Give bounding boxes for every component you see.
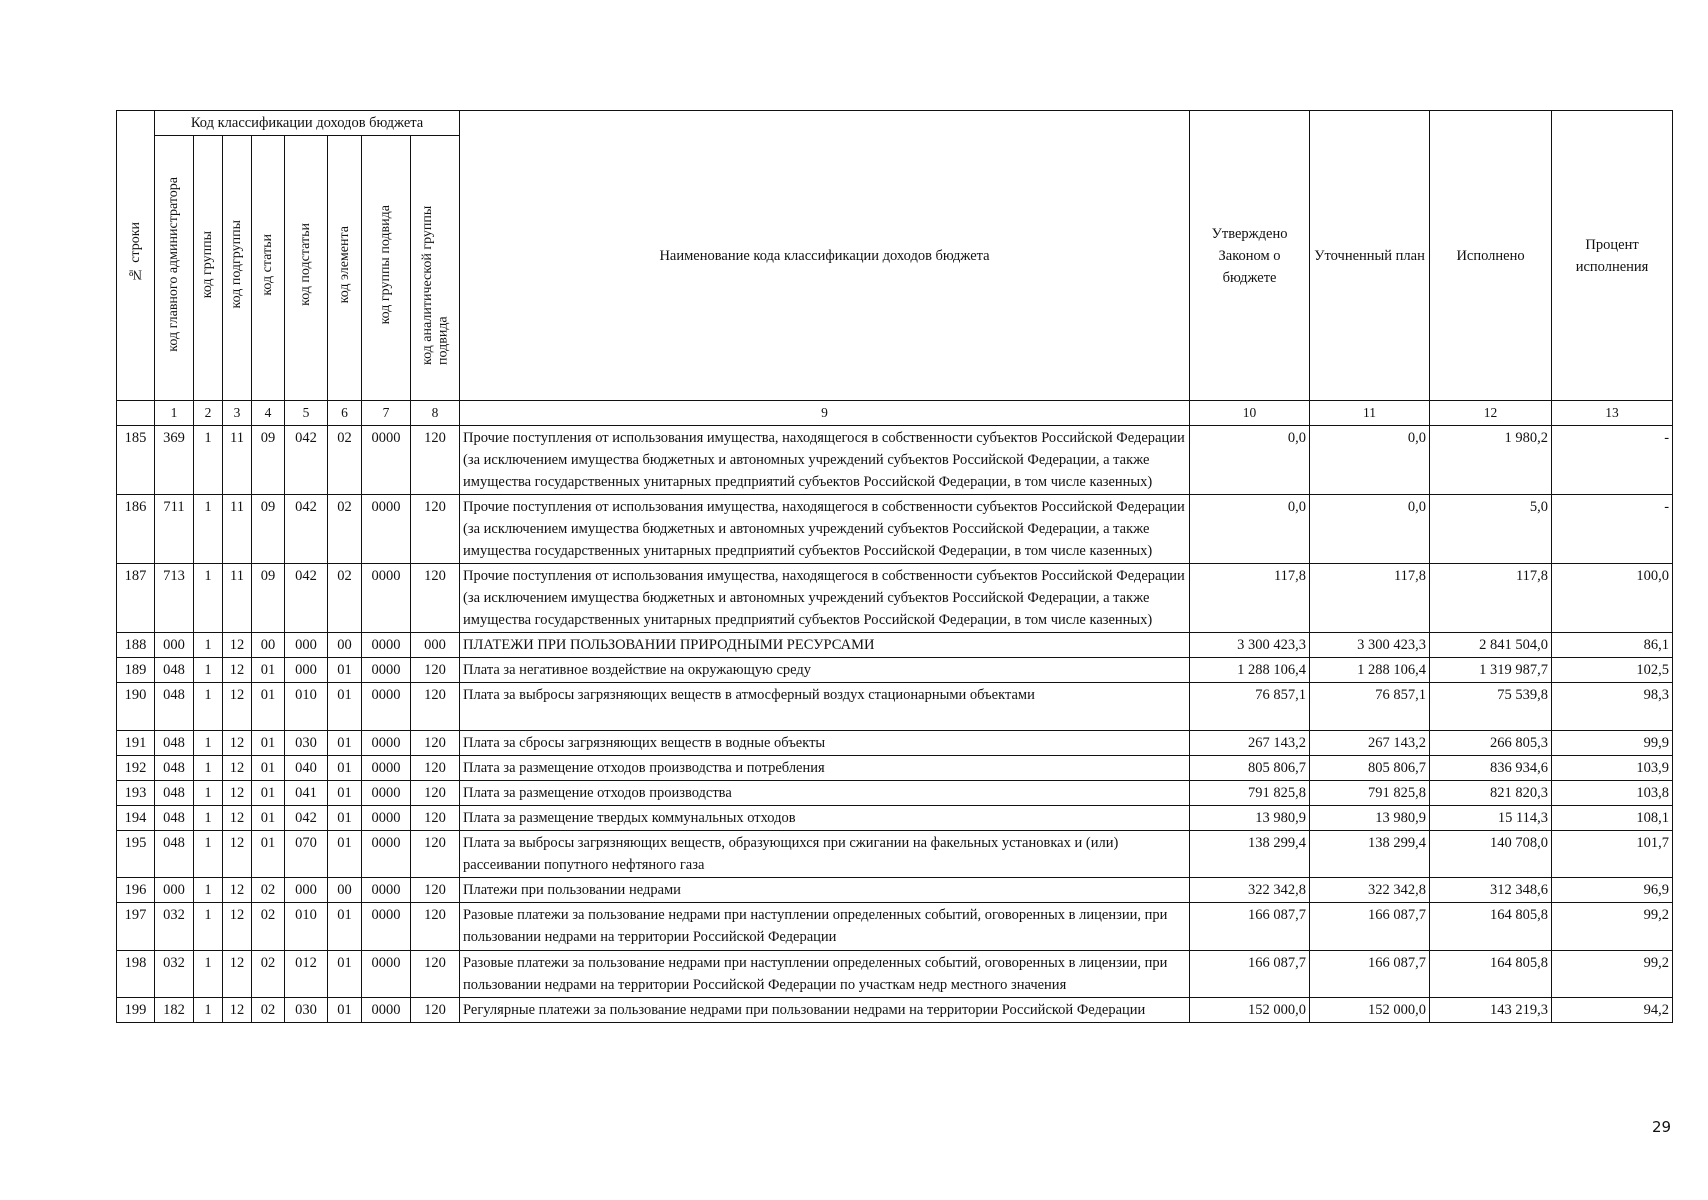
column-number: 4 — [252, 401, 285, 426]
row-number: 193 — [117, 781, 155, 806]
percent-header: Процент исполнения — [1552, 111, 1673, 401]
column-number: 1 — [155, 401, 194, 426]
element-code: 00 — [328, 633, 362, 658]
admin-code-header: код главного администратора — [155, 136, 194, 401]
element-code: 01 — [328, 756, 362, 781]
column-number — [117, 401, 155, 426]
element-code: 01 — [328, 731, 362, 756]
subtype-group-code: 0000 — [362, 903, 411, 951]
execution-percent: 98,3 — [1552, 683, 1673, 731]
subarticle-code: 040 — [285, 756, 328, 781]
subgroup-code: 12 — [223, 806, 252, 831]
refined-amount: 805 806,7 — [1310, 756, 1430, 781]
table-row — [117, 756, 1673, 781]
admin-code: 048 — [155, 683, 194, 731]
analytic-group-code: 120 — [411, 756, 460, 781]
subarticle-code: 070 — [285, 831, 328, 878]
article-code: 00 — [252, 633, 285, 658]
execution-percent: - — [1552, 495, 1673, 564]
analytic-group-code: 120 — [411, 951, 460, 998]
column-number: 13 — [1552, 401, 1673, 426]
article-code: 02 — [252, 951, 285, 998]
group-code: 1 — [194, 831, 223, 878]
article-code: 02 — [252, 878, 285, 903]
column-number: 11 — [1310, 401, 1430, 426]
column-number: 10 — [1190, 401, 1310, 426]
revenue-name: Прочие поступления от использования имущества, находящегося в собственности субъектов Российской Федерации (за исключением имущества бюджетных и автономных учреждений субъектов Российской Федерации, а также имущества государственных унитарных предприятий субъектов Российской Федерации, в том числе казенных) — [460, 426, 1190, 495]
column-number: 6 — [328, 401, 362, 426]
subtype-group-code: 0000 — [362, 878, 411, 903]
element-code: 01 — [328, 951, 362, 998]
revenue-name: Прочие поступления от использования имущества, находящегося в собственности субъектов Российской Федерации (за исключением имущества бюджетных и автономных учреждений субъектов Российской Федерации, а также имущества государственных унитарных предприятий субъектов Российской Федерации, в том числе казенных) — [460, 495, 1190, 564]
element-code: 02 — [328, 495, 362, 564]
subgroup-code: 11 — [223, 426, 252, 495]
article-code: 01 — [252, 781, 285, 806]
column-number: 5 — [285, 401, 328, 426]
execution-percent: 103,9 — [1552, 756, 1673, 781]
group-code: 1 — [194, 806, 223, 831]
analytic-group-code: 120 — [411, 658, 460, 683]
subarticle-code: 030 — [285, 998, 328, 1023]
executed-amount: 15 114,3 — [1430, 806, 1552, 831]
analytic-group-code: 120 — [411, 731, 460, 756]
table-row — [117, 781, 1673, 806]
approved-amount: 1 288 106,4 — [1190, 658, 1310, 683]
article-code: 01 — [252, 658, 285, 683]
subgroup-code: 12 — [223, 756, 252, 781]
subgroup-code: 12 — [223, 781, 252, 806]
article-code-header: код статьи — [252, 136, 285, 401]
row-number: 196 — [117, 878, 155, 903]
subarticle-code: 042 — [285, 806, 328, 831]
approved-amount: 76 857,1 — [1190, 683, 1310, 731]
subarticle-code: 030 — [285, 731, 328, 756]
admin-code: 000 — [155, 633, 194, 658]
execution-percent: 96,9 — [1552, 878, 1673, 903]
execution-percent: 101,7 — [1552, 831, 1673, 878]
admin-code: 182 — [155, 998, 194, 1023]
admin-code: 711 — [155, 495, 194, 564]
subtype-group-code: 0000 — [362, 683, 411, 731]
column-number: 8 — [411, 401, 460, 426]
row-number: 190 — [117, 683, 155, 731]
group-code: 1 — [194, 683, 223, 731]
subgroup-code: 12 — [223, 903, 252, 951]
execution-percent: 94,2 — [1552, 998, 1673, 1023]
subtype-group-code: 0000 — [362, 731, 411, 756]
admin-code: 369 — [155, 426, 194, 495]
subarticle-code: 042 — [285, 426, 328, 495]
executed-header: Исполнено — [1430, 111, 1552, 401]
approved-amount: 805 806,7 — [1190, 756, 1310, 781]
refined-amount: 166 087,7 — [1310, 903, 1430, 951]
revenue-name: Плата за выбросы загрязняющих веществ в атмосферный воздух стационарными объектами — [460, 683, 1190, 731]
refined-amount: 152 000,0 — [1310, 998, 1430, 1023]
revenue-name: Платежи при пользовании недрами — [460, 878, 1190, 903]
analytic-group-code: 120 — [411, 998, 460, 1023]
element-code: 01 — [328, 998, 362, 1023]
group-code-header: код группы — [194, 136, 223, 401]
page-number: 29 — [1652, 1118, 1672, 1136]
article-code: 09 — [252, 564, 285, 633]
group-code: 1 — [194, 998, 223, 1023]
article-code: 01 — [252, 756, 285, 781]
subarticle-code: 000 — [285, 633, 328, 658]
approved-amount: 0,0 — [1190, 495, 1310, 564]
executed-amount: 117,8 — [1430, 564, 1552, 633]
table-row — [117, 998, 1673, 1023]
subtype-group-code: 0000 — [362, 831, 411, 878]
row-number: 188 — [117, 633, 155, 658]
table-row — [117, 426, 1673, 495]
group-code: 1 — [194, 756, 223, 781]
subarticle-code: 010 — [285, 683, 328, 731]
subarticle-code: 010 — [285, 903, 328, 951]
executed-amount: 266 805,3 — [1430, 731, 1552, 756]
table-row — [117, 564, 1673, 633]
element-code: 01 — [328, 658, 362, 683]
group-code: 1 — [194, 658, 223, 683]
admin-code: 048 — [155, 831, 194, 878]
approved-amount: 0,0 — [1190, 426, 1310, 495]
refined-amount: 791 825,8 — [1310, 781, 1430, 806]
revenue-name: Регулярные платежи за пользование недрами при пользовании недрами на территории Российской Федерации — [460, 998, 1190, 1023]
analytic-group-code: 120 — [411, 564, 460, 633]
row-number: 189 — [117, 658, 155, 683]
element-code-header: код элемента — [328, 136, 362, 401]
subtype-group-code: 0000 — [362, 756, 411, 781]
table-row — [117, 658, 1673, 683]
subarticle-code: 042 — [285, 564, 328, 633]
refined-amount: 117,8 — [1310, 564, 1430, 633]
refined-amount: 1 288 106,4 — [1310, 658, 1430, 683]
execution-percent: - — [1552, 426, 1673, 495]
article-code: 01 — [252, 731, 285, 756]
group-code: 1 — [194, 903, 223, 951]
subarticle-code: 041 — [285, 781, 328, 806]
revenue-name: Плата за размещение твердых коммунальных отходов — [460, 806, 1190, 831]
subgroup-code: 12 — [223, 951, 252, 998]
subarticle-code: 000 — [285, 658, 328, 683]
element-code: 00 — [328, 878, 362, 903]
approved-header: Утверждено Законом о бюджете — [1190, 111, 1310, 401]
refined-amount: 76 857,1 — [1310, 683, 1430, 731]
subtype-group-code: 0000 — [362, 806, 411, 831]
article-code: 02 — [252, 998, 285, 1023]
revenue-name: Плата за размещение отходов производства — [460, 781, 1190, 806]
approved-amount: 322 342,8 — [1190, 878, 1310, 903]
executed-amount: 1 319 987,7 — [1430, 658, 1552, 683]
refined-amount: 0,0 — [1310, 495, 1430, 564]
admin-code: 032 — [155, 951, 194, 998]
refined-amount: 322 342,8 — [1310, 878, 1430, 903]
admin-code: 713 — [155, 564, 194, 633]
analytic-group-code: 120 — [411, 683, 460, 731]
group-code: 1 — [194, 731, 223, 756]
admin-code: 000 — [155, 878, 194, 903]
article-code: 01 — [252, 806, 285, 831]
table-row — [117, 951, 1673, 998]
analytic-group-code: 120 — [411, 426, 460, 495]
analytic-group-code-header: код аналитической группы подвида — [411, 136, 460, 401]
executed-amount: 164 805,8 — [1430, 903, 1552, 951]
row-number: 186 — [117, 495, 155, 564]
analytic-group-code: 120 — [411, 878, 460, 903]
column-number: 12 — [1430, 401, 1552, 426]
column-number: 3 — [223, 401, 252, 426]
table-row — [117, 806, 1673, 831]
revenue-name: Плата за выбросы загрязняющих веществ, образующихся при сжигании на факельных установках и (или) рассеивании попутного нефтяного газа — [460, 831, 1190, 878]
subtype-group-code: 0000 — [362, 658, 411, 683]
revenue-name: Прочие поступления от использования имущества, находящегося в собственности субъектов Российской Федерации (за исключением имущества бюджетных и автономных учреждений субъектов Российской Федерации, а также имущества государственных унитарных предприятий субъектов Российской Федерации, в том числе казенных) — [460, 564, 1190, 633]
analytic-group-code: 120 — [411, 781, 460, 806]
column-number-row — [117, 401, 1673, 426]
subarticle-code: 000 — [285, 878, 328, 903]
revenue-name: Плата за сбросы загрязняющих веществ в водные объекты — [460, 731, 1190, 756]
executed-amount: 5,0 — [1430, 495, 1552, 564]
article-code: 01 — [252, 831, 285, 878]
execution-percent: 99,2 — [1552, 951, 1673, 998]
admin-code: 048 — [155, 756, 194, 781]
revenue-name: Разовые платежи за пользование недрами при наступлении определенных событий, оговоренных в лицензии, при пользовании недрами на территории Российской Федерации — [460, 903, 1190, 951]
row-number: 191 — [117, 731, 155, 756]
execution-percent: 86,1 — [1552, 633, 1673, 658]
group-code: 1 — [194, 781, 223, 806]
analytic-group-code: 120 — [411, 903, 460, 951]
admin-code: 048 — [155, 781, 194, 806]
article-code: 02 — [252, 903, 285, 951]
executed-amount: 143 219,3 — [1430, 998, 1552, 1023]
subgroup-code: 12 — [223, 731, 252, 756]
execution-percent: 99,2 — [1552, 903, 1673, 951]
execution-percent: 99,9 — [1552, 731, 1673, 756]
group-code: 1 — [194, 564, 223, 633]
element-code: 01 — [328, 781, 362, 806]
table-row — [117, 633, 1673, 658]
refined-header: Уточненный план — [1310, 111, 1430, 401]
subgroup-code-header: код подгруппы — [223, 136, 252, 401]
subgroup-code: 11 — [223, 564, 252, 633]
approved-amount: 117,8 — [1190, 564, 1310, 633]
revenue-name: Плата за размещение отходов производства и потребления — [460, 756, 1190, 781]
execution-percent: 100,0 — [1552, 564, 1673, 633]
subtype-group-code-header: код группы подвида — [362, 136, 411, 401]
row-number: 199 — [117, 998, 155, 1023]
approved-amount: 791 825,8 — [1190, 781, 1310, 806]
executed-amount: 75 539,8 — [1430, 683, 1552, 731]
row-number-header: № строки — [117, 111, 155, 401]
approved-amount: 166 087,7 — [1190, 903, 1310, 951]
revenue-name: Разовые платежи за пользование недрами при наступлении определенных событий, оговоренных в лицензии, при пользовании недрами на территории Российской Федерации по участкам недр местного значения — [460, 951, 1190, 998]
approved-amount: 267 143,2 — [1190, 731, 1310, 756]
name-header: Наименование кода классификации доходов бюджета — [460, 111, 1190, 401]
table-row — [117, 683, 1673, 731]
refined-amount: 138 299,4 — [1310, 831, 1430, 878]
approved-amount: 13 980,9 — [1190, 806, 1310, 831]
row-number: 192 — [117, 756, 155, 781]
revenue-name: Плата за негативное воздействие на окружающую среду — [460, 658, 1190, 683]
execution-percent: 102,5 — [1552, 658, 1673, 683]
subgroup-code: 12 — [223, 878, 252, 903]
revenue-name: ПЛАТЕЖИ ПРИ ПОЛЬЗОВАНИИ ПРИРОДНЫМИ РЕСУРСАМИ — [460, 633, 1190, 658]
approved-amount: 166 087,7 — [1190, 951, 1310, 998]
analytic-group-code: 120 — [411, 806, 460, 831]
admin-code: 048 — [155, 806, 194, 831]
analytic-group-code: 000 — [411, 633, 460, 658]
analytic-group-code: 120 — [411, 495, 460, 564]
refined-amount: 13 980,9 — [1310, 806, 1430, 831]
approved-amount: 152 000,0 — [1190, 998, 1310, 1023]
column-number: 2 — [194, 401, 223, 426]
row-number: 195 — [117, 831, 155, 878]
subtype-group-code: 0000 — [362, 998, 411, 1023]
table-row — [117, 831, 1673, 878]
table-body — [117, 426, 1673, 1023]
element-code: 02 — [328, 426, 362, 495]
admin-code: 048 — [155, 658, 194, 683]
subtype-group-code: 0000 — [362, 564, 411, 633]
table-row — [117, 495, 1673, 564]
refined-amount: 3 300 423,3 — [1310, 633, 1430, 658]
execution-percent: 103,8 — [1552, 781, 1673, 806]
subarticle-code: 042 — [285, 495, 328, 564]
column-number: 9 — [460, 401, 1190, 426]
column-number: 7 — [362, 401, 411, 426]
subtype-group-code: 0000 — [362, 426, 411, 495]
group-code: 1 — [194, 426, 223, 495]
admin-code: 048 — [155, 731, 194, 756]
group-code: 1 — [194, 878, 223, 903]
table-row — [117, 731, 1673, 756]
row-number: 197 — [117, 903, 155, 951]
subarticle-code-header: код подстатьи — [285, 136, 328, 401]
executed-amount: 312 348,6 — [1430, 878, 1552, 903]
subgroup-code: 12 — [223, 998, 252, 1023]
group-code: 1 — [194, 951, 223, 998]
admin-code: 032 — [155, 903, 194, 951]
group-code: 1 — [194, 495, 223, 564]
refined-amount: 267 143,2 — [1310, 731, 1430, 756]
element-code: 02 — [328, 564, 362, 633]
row-number: 187 — [117, 564, 155, 633]
subgroup-code: 12 — [223, 683, 252, 731]
subtype-group-code: 0000 — [362, 781, 411, 806]
classification-code-header: Код классификации доходов бюджета — [155, 111, 460, 136]
executed-amount: 821 820,3 — [1430, 781, 1552, 806]
subarticle-code: 012 — [285, 951, 328, 998]
executed-amount: 836 934,6 — [1430, 756, 1552, 781]
article-code: 09 — [252, 426, 285, 495]
element-code: 01 — [328, 683, 362, 731]
analytic-group-code: 120 — [411, 831, 460, 878]
executed-amount: 2 841 504,0 — [1430, 633, 1552, 658]
group-code: 1 — [194, 633, 223, 658]
subtype-group-code: 0000 — [362, 495, 411, 564]
refined-amount: 0,0 — [1310, 426, 1430, 495]
row-number: 185 — [117, 426, 155, 495]
article-code: 09 — [252, 495, 285, 564]
subtype-group-code: 0000 — [362, 951, 411, 998]
subgroup-code: 12 — [223, 633, 252, 658]
element-code: 01 — [328, 831, 362, 878]
row-number: 198 — [117, 951, 155, 998]
subgroup-code: 12 — [223, 658, 252, 683]
element-code: 01 — [328, 903, 362, 951]
executed-amount: 140 708,0 — [1430, 831, 1552, 878]
approved-amount: 3 300 423,3 — [1190, 633, 1310, 658]
executed-amount: 164 805,8 — [1430, 951, 1552, 998]
approved-amount: 138 299,4 — [1190, 831, 1310, 878]
row-number: 194 — [117, 806, 155, 831]
article-code: 01 — [252, 683, 285, 731]
execution-percent: 108,1 — [1552, 806, 1673, 831]
table-row — [117, 878, 1673, 903]
executed-amount: 1 980,2 — [1430, 426, 1552, 495]
refined-amount: 166 087,7 — [1310, 951, 1430, 998]
subtype-group-code: 0000 — [362, 633, 411, 658]
subgroup-code: 11 — [223, 495, 252, 564]
table-row — [117, 903, 1673, 951]
budget-revenue-table — [116, 110, 1673, 1023]
element-code: 01 — [328, 806, 362, 831]
subgroup-code: 12 — [223, 831, 252, 878]
